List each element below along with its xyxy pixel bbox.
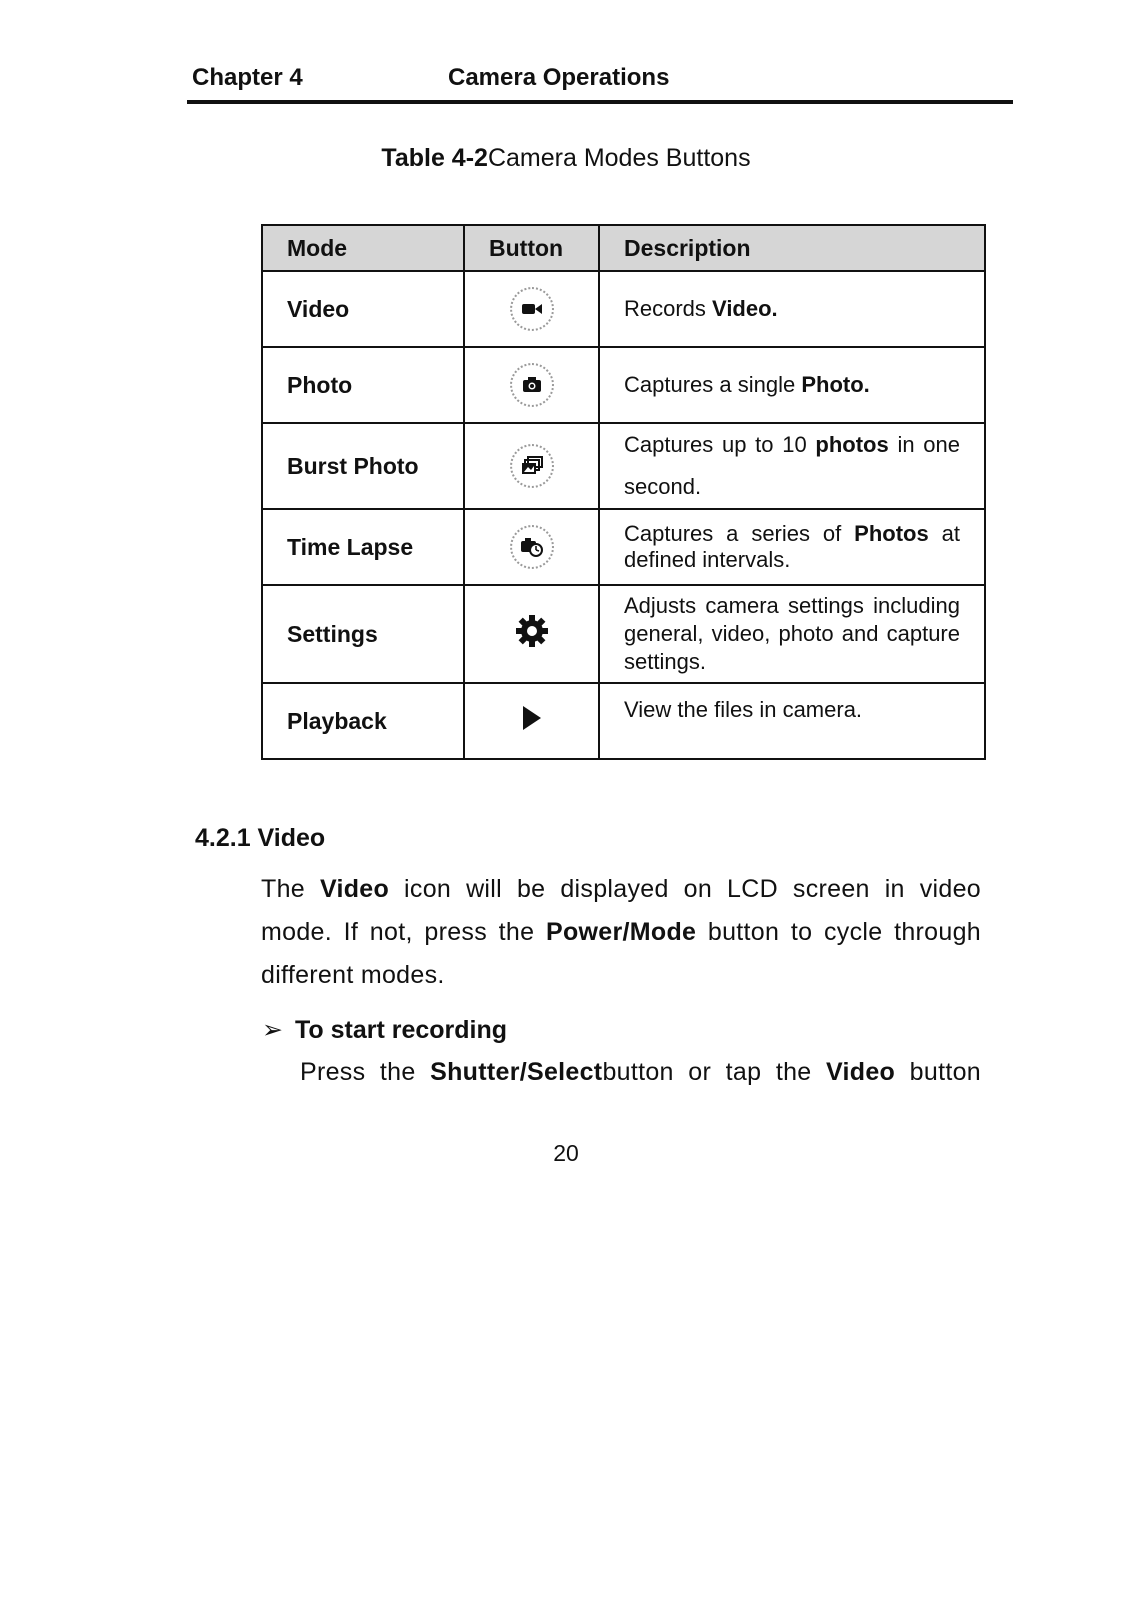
table-caption-text: Camera Modes Buttons (487, 144, 751, 172)
bullet-heading: To start recording (294, 1016, 508, 1044)
gear-icon (513, 612, 551, 656)
description-cell: Captures a series of Photos at defined intervals. (599, 509, 985, 585)
description-cell: View the files in camera. (599, 683, 985, 759)
table-header-row (262, 225, 985, 271)
table-row (262, 271, 985, 347)
mode-cell: Video (262, 271, 464, 347)
header-mode: Mode (262, 225, 464, 271)
bullet-item (262, 1015, 507, 1045)
mode-cell: Photo (262, 347, 464, 423)
header-button: Button (464, 225, 599, 271)
description-cell: Records Video. (599, 271, 985, 347)
chapter-title: Camera Operations (448, 64, 670, 91)
mode-cell: Burst Photo (262, 423, 464, 509)
table-row (262, 585, 985, 683)
description-cell: Captures up to 10 photos in one second. (599, 423, 985, 509)
description-cell: Captures a single Photo. (599, 347, 985, 423)
burst-photo-icon (510, 444, 554, 488)
video-paragraph: The Video icon will be displayed on LCD screen in video mode. If not, press the Power/Mode button to cycle through different modes. (261, 875, 981, 989)
mode-cell: Time Lapse (262, 509, 464, 585)
page-number: 20 (553, 1140, 579, 1166)
table-caption (0, 144, 1132, 173)
recording-paragraph: Press the Shutter/Selectbutton or tap the Video button (300, 1058, 981, 1086)
table-caption-label: Table 4-2 (381, 144, 488, 172)
time-lapse-icon (510, 525, 554, 569)
section-heading: 4.2.1 Video (195, 824, 326, 852)
bullet-arrow-icon: ➢ (262, 1016, 283, 1044)
video-camera-icon (510, 287, 554, 331)
chapter-label: Chapter 4 (192, 64, 303, 91)
table-row (262, 347, 985, 423)
table-row (262, 683, 985, 759)
page-header (192, 64, 1012, 94)
photo-camera-icon (510, 363, 554, 407)
mode-cell: Settings (262, 585, 464, 683)
camera-modes-table (261, 224, 986, 760)
table-row (262, 509, 985, 585)
header-description: Description (599, 225, 985, 271)
table-row (262, 423, 985, 509)
mode-cell: Playback (262, 683, 464, 759)
description-cell: Adjusts camera settings including general, video, photo and capture settings. (599, 585, 985, 683)
header-divider (187, 100, 1013, 104)
play-icon (521, 705, 543, 737)
